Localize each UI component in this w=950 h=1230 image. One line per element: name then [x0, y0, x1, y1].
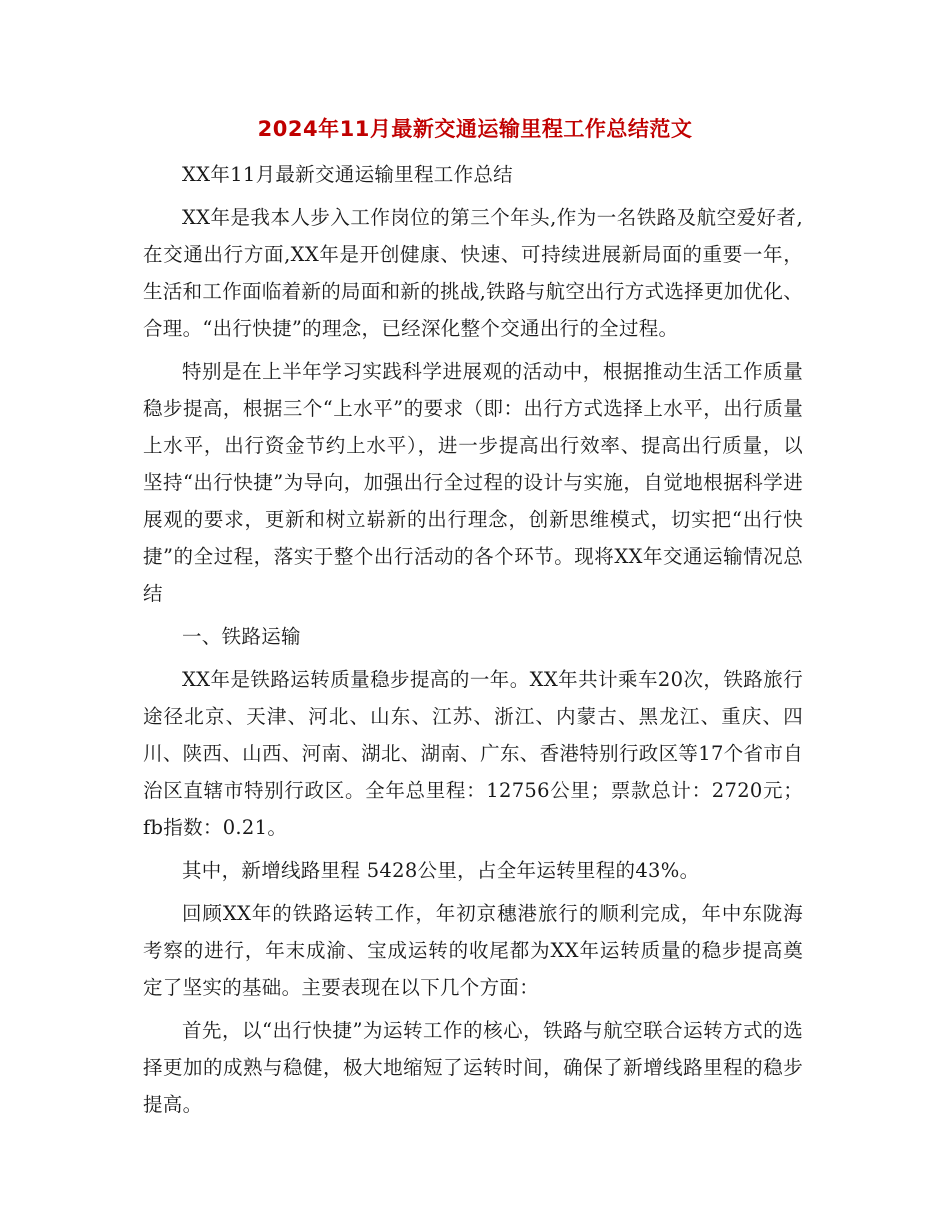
paragraph-review: 回顾XX年的铁路运转工作，年初京穗港旅行的顺利完成，年中东陇海考察的进行，年末成渝、宝成运转的收尾都为XX年运转质量的稳步提高奠定了坚实的基础。主要表现在以下几个方面：: [143, 902, 803, 999]
paragraph-subtitle: XX年11月最新交通运输里程工作总结: [182, 163, 513, 186]
paragraph-first-point: 首先，以“出行快捷”为运转工作的核心，铁路与航空联合运转方式的选择更加的成熟与稳健，极大地缩短了运转时间，确保了新增线路里程的稳步提高。: [143, 1019, 803, 1116]
paragraph-railway-summary: XX年是铁路运转质量稳步提高的一年。XX年共计乘车20次，铁路旅行途径北京、天津、河北、山东、江苏、浙江、内蒙古、黑龙江、重庆、四川、陕西、山西、河南、湖北、湖南、广东、香港特别行政区等17个省市自治区直辖市特别行政区。全年总里程：12756公里；票款总计：2720元；fb指数：0.21。: [143, 668, 803, 839]
document-title: 2024年11月最新交通运输里程工作总结范文: [257, 117, 693, 141]
paragraph-concept: 特别是在上半年学习实践科学进展观的活动中，根据推动生活工作质量稳步提高，根据三个“上水平”的要求（即：出行方式选择上水平，出行质量上水平，出行资金节约上水平），进一步提高出行效率、提高出行质量，以坚持“出行快捷”为导向，加强出行全过程的设计与实施，自觉地根据科学进展观的要求，更新和树立崭新的出行理念，创新思维模式，切实把“出行快捷”的全过程，落实于整个出行活动的各个环节。现将XX年交通运输情况总结: [143, 360, 803, 605]
document-body: [143, 156, 803, 1129]
paragraph-intro: XX年是我本人步入工作岗位的第三个年头,作为一名铁路及航空爱好者,在交通出行方面,XX年是开创健康、快速、可持续进展新局面的重要一年，生活和工作面临着新的局面和新的挑战,铁路与航空出行方式选择更加优化、合理。“出行快捷”的理念，已经深化整个交通出行的全过程。: [143, 206, 803, 340]
section-heading-railway: 一、铁路运输: [182, 625, 301, 648]
paragraph-new-lines: 其中，新增线路里程 5428公里，占全年运转里程的43%。: [182, 859, 700, 882]
